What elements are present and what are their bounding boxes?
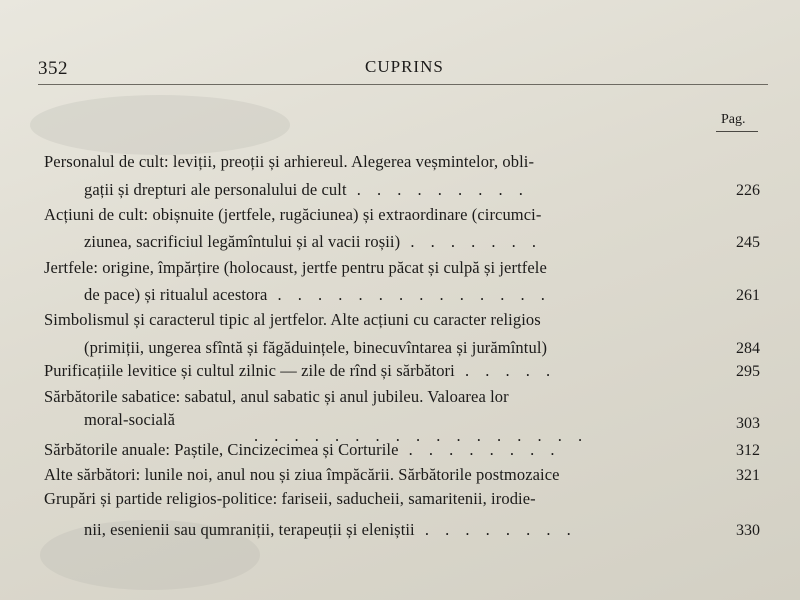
toc-entry-line: Sărbătorile sabatice: sabatul, anul sabatic și anul jubileu. Valoarea lor <box>44 387 509 406</box>
toc-page-number: 312 <box>736 442 760 459</box>
toc-page-number: 330 <box>736 522 760 539</box>
toc-page-number: 245 <box>736 234 760 251</box>
toc-page-number: 226 <box>736 182 760 199</box>
toc-entry-line: Acțiuni de cult: obișnuite (jertfele, rugăciunea) și extraordinare (circumci- <box>44 205 542 224</box>
toc-entry-line: moral-socială <box>84 410 176 429</box>
toc-entry-line: Personalul de cult: leviții, preoții și arhiereul. Alegerea veșmintelor, obli- <box>44 152 535 171</box>
toc-entry-line: Simbolismul și caracterul tipic al jertfelor. Alte acțiuni cu caracter religios <box>44 310 541 329</box>
page-number: 352 <box>38 58 68 79</box>
pag-column-label: Pag. <box>721 112 746 127</box>
toc-page-number: 295 <box>736 363 760 380</box>
toc-page-number: 303 <box>736 415 760 432</box>
toc-entry-line: gații și drepturi ale personalului de cult . . . . . . . . . <box>84 180 529 199</box>
toc-page-number: 321 <box>736 467 760 484</box>
header-divider <box>38 84 768 85</box>
toc-entry-line: Sărbătorile anuale: Paștile, Cincizecimea și Corturile . . . . . . . . <box>44 440 561 459</box>
page-title: CUPRINS <box>365 57 444 76</box>
pag-divider <box>716 131 758 132</box>
page-stain <box>30 95 290 155</box>
toc-entry-line: . . . . . . . . . . . . . . . . . <box>254 426 589 445</box>
toc-page-number: 284 <box>736 340 760 357</box>
toc-entry-line: ziunea, sacrificiul legămîntului și al vacii roșii) . . . . . . . <box>84 232 542 251</box>
toc-entry-line: nii, esenienii sau qumraniții, terapeuții și eleniștii . . . . . . . . <box>84 520 577 539</box>
toc-entry-line: de pace) și ritualul acestora . . . . . . . . . . . . . . <box>84 285 551 304</box>
toc-entry-line: Jertfele: origine, împărțire (holocaust, jertfe pentru păcat și culpă și jertfele <box>44 258 547 277</box>
toc-entry-line: Purificațiile levitice și cultul zilnic — zile de rînd și sărbători . . . . . <box>44 361 557 380</box>
toc-page-number: 261 <box>736 287 760 304</box>
toc-entry-line: (primiții, ungerea sfîntă și făgăduințele, binecuvîntarea și jurămîntul) <box>84 338 548 357</box>
toc-entry-line: Grupări și partide religios-politice: fariseii, saducheii, samaritenii, irodie- <box>44 489 536 508</box>
toc-entry-line: Alte sărbători: lunile noi, anul nou și ziua împăcării. Sărbătorile postmozaice <box>44 465 560 484</box>
